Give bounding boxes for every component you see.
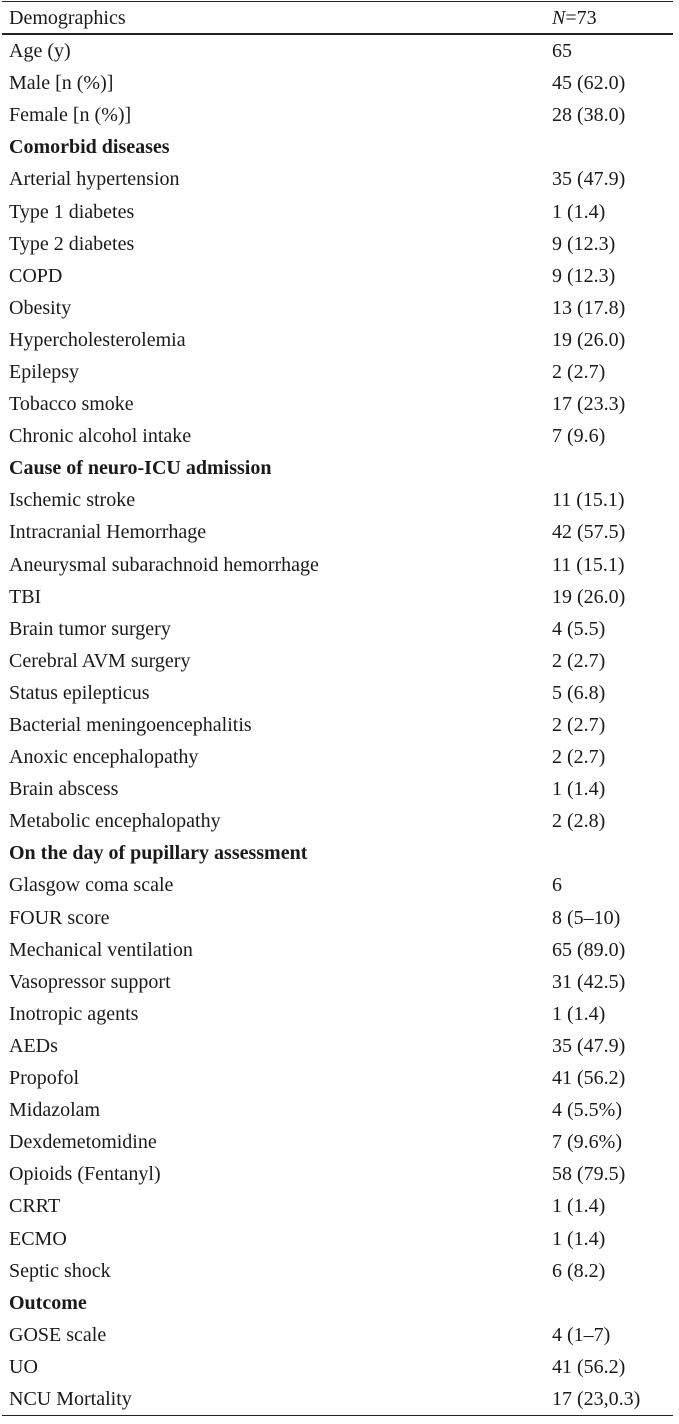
- row-value: 2 (2.8): [552, 810, 606, 833]
- table-row: [2, 1158, 673, 1190]
- row-label: NCU Mortality: [9, 1387, 132, 1410]
- row-value: 7 (9.6): [552, 425, 606, 448]
- row-value: 6 (8.2): [552, 1259, 606, 1282]
- row-value: 31 (42.5): [552, 970, 626, 993]
- row-value: 35 (47.9): [552, 168, 626, 191]
- row-label: Propofol: [9, 1067, 79, 1090]
- table-row: [2, 1222, 673, 1254]
- row-label: Type 2 diabetes: [9, 232, 135, 255]
- table-row: [2, 773, 673, 805]
- table-row: [2, 484, 673, 516]
- demographics-table: [2, 0, 673, 1416]
- row-value: 7 (9.6%): [552, 1131, 622, 1154]
- section-title: Comorbid diseases: [9, 136, 170, 159]
- table-row: [2, 966, 673, 998]
- row-label: ECMO: [9, 1227, 67, 1250]
- row-value: 5 (6.8): [552, 681, 606, 704]
- row-label: Midazolam: [9, 1099, 101, 1122]
- table-bottom-rule: [2, 1415, 673, 1416]
- section-header-row: [2, 1287, 673, 1319]
- row-value: 2 (2.7): [552, 360, 606, 383]
- row-value: 41 (56.2): [552, 1067, 626, 1090]
- section-title: Cause of neuro-ICU admission: [9, 457, 272, 480]
- row-value: 1 (1.4): [552, 1227, 606, 1250]
- table-row: [2, 709, 673, 741]
- row-value: 9 (12.3): [552, 264, 616, 287]
- row-label: TBI: [9, 585, 42, 608]
- row-value: 65 (89.0): [552, 938, 626, 961]
- row-value: 17 (23.3): [552, 393, 626, 416]
- table-row: [2, 195, 673, 227]
- row-value: 58 (79.5): [552, 1163, 626, 1186]
- table-row: [2, 934, 673, 966]
- row-label: Brain abscess: [9, 778, 119, 801]
- table-row: [2, 1255, 673, 1287]
- row-label: Tobacco smoke: [9, 393, 134, 416]
- row-label: Status epilepticus: [9, 681, 150, 704]
- row-label: COPD: [9, 264, 63, 287]
- table-header-row: [2, 2, 673, 33]
- table-row: [2, 581, 673, 613]
- row-value: 13 (17.8): [552, 296, 626, 319]
- table-row: [2, 741, 673, 773]
- header-n: [536, 8, 673, 28]
- row-label: GOSE scale: [9, 1323, 107, 1346]
- row-label: Ischemic stroke: [9, 489, 136, 512]
- row-label: Female [n (%)]: [9, 104, 132, 127]
- table-row: [2, 99, 673, 131]
- table-row: [2, 1126, 673, 1158]
- row-value: 1 (1.4): [552, 778, 606, 801]
- row-label: Metabolic encephalopathy: [9, 810, 221, 833]
- row-value: 6: [552, 874, 562, 897]
- table-row: [2, 805, 673, 837]
- table-row: [2, 388, 673, 420]
- row-label: Septic shock: [9, 1259, 111, 1282]
- row-value: 65: [552, 40, 572, 63]
- row-label: Bacterial meningoencephalitis: [9, 714, 252, 737]
- row-value: 8 (5–10): [552, 906, 621, 929]
- row-label: Intracranial Hemorrhage: [9, 521, 207, 544]
- table-row: [2, 67, 673, 99]
- row-value: 1 (1.4): [552, 1002, 606, 1025]
- table-row: [2, 1383, 673, 1415]
- row-value: 2 (2.7): [552, 649, 606, 672]
- section-header-row: [2, 452, 673, 484]
- row-value: 42 (57.5): [552, 521, 626, 544]
- row-value: 19 (26.0): [552, 585, 626, 608]
- table-row: [2, 260, 673, 292]
- section-header-row: [2, 131, 673, 163]
- row-label: AEDs: [9, 1034, 58, 1057]
- table-row: [2, 645, 673, 677]
- table-row: [2, 998, 673, 1030]
- row-label: Inotropic agents: [9, 1002, 139, 1025]
- table-row: [2, 902, 673, 934]
- row-label: Glasgow coma scale: [9, 874, 174, 897]
- header-label: Demographics: [9, 6, 126, 29]
- row-value: 4 (1–7): [552, 1323, 611, 1346]
- row-value: 2 (2.7): [552, 746, 606, 769]
- table-row: [2, 549, 673, 581]
- row-label: Cerebral AVM surgery: [9, 649, 191, 672]
- table-body: [2, 35, 673, 1415]
- row-value: 1 (1.4): [552, 1195, 606, 1218]
- section-title: Outcome: [9, 1291, 87, 1314]
- row-label: UO: [9, 1355, 38, 1378]
- row-label: Anoxic encephalopathy: [9, 746, 199, 769]
- table-row: [2, 1190, 673, 1222]
- table-row: [2, 516, 673, 548]
- header-n-symbol: N: [552, 6, 566, 29]
- table-row: [2, 1094, 673, 1126]
- table-row: [2, 613, 673, 645]
- table-row: [2, 420, 673, 452]
- table-row: [2, 356, 673, 388]
- row-value: 1 (1.4): [552, 200, 606, 223]
- row-value: 4 (5.5): [552, 617, 606, 640]
- table-row: [2, 292, 673, 324]
- row-value: 45 (62.0): [552, 72, 626, 95]
- table-row: [2, 1030, 673, 1062]
- section-title: On the day of pupillary assessment: [9, 842, 308, 865]
- row-label: Epilepsy: [9, 360, 79, 383]
- section-header-row: [2, 837, 673, 869]
- row-label: Type 1 diabetes: [9, 200, 135, 223]
- row-label: Age (y): [9, 40, 71, 63]
- row-value: 11 (15.1): [552, 553, 625, 576]
- table-row: [2, 677, 673, 709]
- table-row: [2, 869, 673, 901]
- table-row: [2, 228, 673, 260]
- row-value: 11 (15.1): [552, 489, 625, 512]
- table-row: [2, 163, 673, 195]
- table-row: [2, 1351, 673, 1383]
- row-label: Aneurysmal subarachnoid hemorrhage: [9, 553, 319, 576]
- row-label: Brain tumor surgery: [9, 617, 171, 640]
- table-row: [2, 1062, 673, 1094]
- row-label: Arterial hypertension: [9, 168, 180, 191]
- row-label: Male [n (%)]: [9, 72, 114, 95]
- row-label: Mechanical ventilation: [9, 938, 193, 961]
- header-n-value: =73: [565, 6, 597, 29]
- table-row: [2, 35, 673, 67]
- row-label: Dexdemetomidine: [9, 1131, 157, 1154]
- row-label: Hypercholesterolemia: [9, 328, 186, 351]
- row-value: 17 (23,0.3): [552, 1387, 641, 1410]
- row-label: Vasopressor support: [9, 970, 171, 993]
- table-row: [2, 1319, 673, 1351]
- row-label: CRRT: [9, 1195, 61, 1218]
- row-value: 28 (38.0): [552, 104, 626, 127]
- row-value: 41 (56.2): [552, 1355, 626, 1378]
- row-value: 19 (26.0): [552, 328, 626, 351]
- row-label: Opioids (Fentanyl): [9, 1163, 161, 1186]
- row-value: 2 (2.7): [552, 714, 606, 737]
- row-value: 4 (5.5%): [552, 1099, 622, 1122]
- row-label: Obesity: [9, 296, 72, 319]
- row-label: FOUR score: [9, 906, 110, 929]
- table-row: [2, 324, 673, 356]
- row-label: Chronic alcohol intake: [9, 425, 192, 448]
- row-value: 35 (47.9): [552, 1034, 626, 1057]
- row-value: 9 (12.3): [552, 232, 616, 255]
